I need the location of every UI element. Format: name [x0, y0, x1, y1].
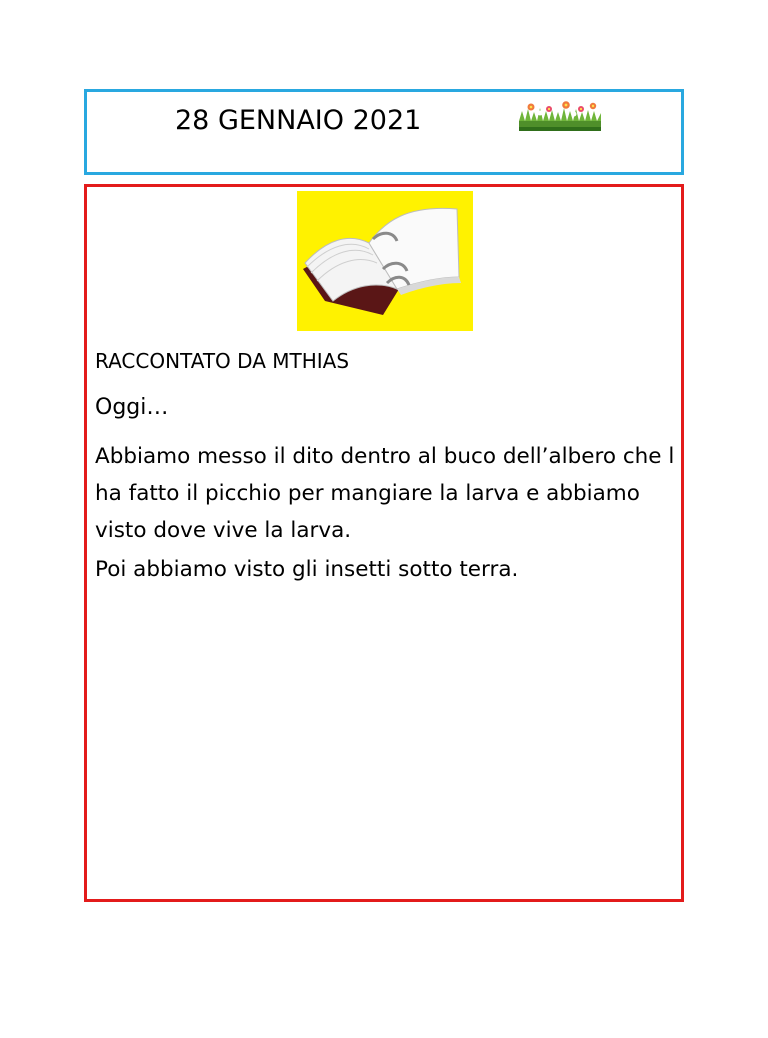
date-title: 28 GENNAIO 2021 [175, 105, 422, 136]
story-paragraph: Poi abbiamo visto gli insetti sotto terra. [95, 557, 519, 582]
narrator-line: RACCONTATO DA MTHIAS [95, 349, 350, 373]
date-header [84, 89, 684, 175]
greeting-line: Oggi… [95, 395, 169, 420]
story-paragraph: Abbiamo messo il dito dentro al buco dell’albero che l ha fatto il picchio per mangiare la larva e abbiamo visto dove vive la larva. [95, 444, 675, 543]
diary-entry [84, 184, 684, 902]
grass-with-flowers-icon [519, 99, 601, 133]
open-book-icon [297, 191, 473, 331]
